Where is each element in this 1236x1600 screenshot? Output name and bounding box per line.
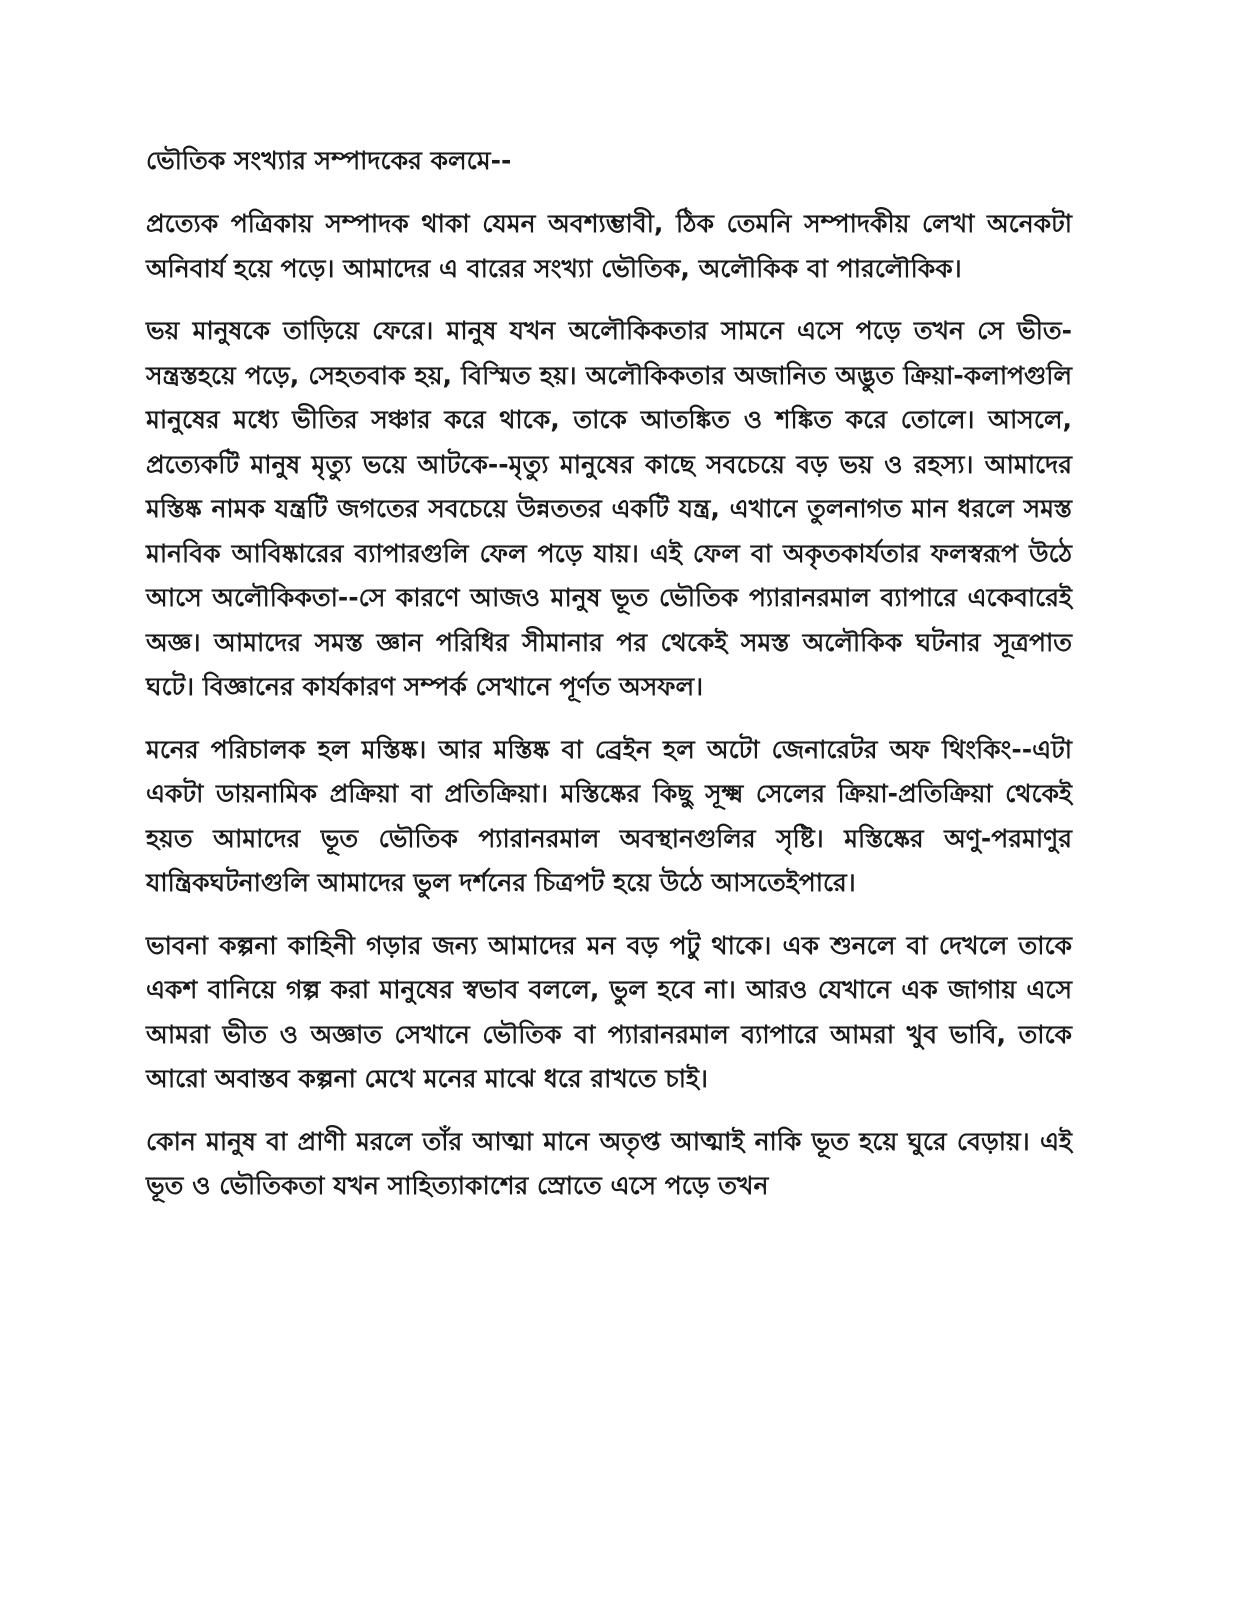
paragraph-brain: মনের পরিচালক হল মস্তিষ্ক। আর মস্তিষ্ক বা ব্রেইন হল অটো জেনারেটর অফ থিংকিং--এটা একটা ডায়নামিক প্রক্রিয়া বা প্রতিক্রিয়া। মস্তিষ্কের কিছু সূক্ষ্ম সেলের ক্রিয়া-প্রতিক্রিয়া থেকেই হয়ত আমাদের ভূত ভৌতিক প্যারানরমাল অবস্থানগুলির সৃষ্টি। মস্তিষ্কের অণু-পরমাণুর যান্ত্রিকঘটনাগুলি আমাদের ভুল দর্শনের চিত্রপট হয়ে উঠে আসতেইপারে। — [146, 734, 1072, 897]
document-page — [146, 138, 1072, 1227]
paragraph-soul: কোন মানুষ বা প্রাণী মরলে তাঁর আত্মা মানে অতৃপ্ত আত্মাই নাকি ভূত হয়ে ঘুরে বেড়ায়। এই ভূত ও ভৌতিকতা যখন সাহিত্যাকাশের স্রোতে এসে পড়ে তখন — [146, 1126, 1072, 1200]
paragraph-imagination: ভাবনা কল্পনা কাহিনী গড়ার জন্য আমাদের মন বড় পটু থাকে। এক শুনলে বা দেখলে তাকে একশ বানিয়ে গল্প করা মানুষের স্বভাব বললে, ভুল হবে না। আরও যেখানে এক জাগায় এসে আমরা ভীত ও অজ্ঞাত সেখানে ভৌতিক বা প্যারানরমাল ব্যাপারে আমরা খুব ভাবি, তাকে আরো অবাস্তব কল্পনা মেখে মনের মাঝে ধরে রাখতে চাই। — [146, 930, 1072, 1093]
paragraph-intro: প্রত্যেক পত্রিকায় সম্পাদক থাকা যেমন অবশ্যম্ভাবী, ঠিক তেমনি সম্পাদকীয় লেখা অনেকটা অনিবার্য হয়ে পড়ে। আমাদের এ বারের সংখ্যা ভৌতিক, অলৌকিক বা পারলৌকিক। — [146, 209, 1072, 283]
editorial-heading: ভৌতিক সংখ্যার সম্পাদকের কলমে-- — [146, 146, 512, 175]
paragraph-fear: ভয় মানুষকে তাড়িয়ে ফেরে। মানুষ যখন অলৌকিকতার সামনে এসে পড়ে তখন সে ভীত-সন্ত্রস্তহয়ে পড়ে, সেহতবাক হয়, বিস্মিত হয়। অলৌকিকতার অজানিত অদ্ভুত ক্রিয়া-কলাপগুলি মানুষের মধ্যে ভীতির সঞ্চার করে থাকে, তাকে আতঙ্কিত ও শঙ্কিত করে তোলে। আসলে, প্রত্যেকটি মানুষ মৃত্যু ভয়ে আটকে--মৃত্যু মানুষের কাছে সবচেয়ে বড় ভয় ও রহস্য। আমাদের মস্তিষ্ক নামক যন্ত্রটি জগতের সবচেয়ে উন্নততর একটি যন্ত্র, এখানে তুলনাগত মান ধরলে সমস্ত মানবিক আবিষ্কারের ব্যাপারগুলি ফেল পড়ে যায়। এই ফেল বা অকৃতকার্যতার ফলস্বরূপ উঠে আসে অলৌকিকতা--সে কারণে আজও মানুষ ভূত ভৌতিক প্যারানরমাল ব্যাপারে একেবারেই অজ্ঞ। আমাদের সমস্ত জ্ঞান পরিধির সীমানার পর থেকেই সমস্ত অলৌকিক ঘটনার সূত্রপাত ঘটে। বিজ্ঞানের কার্যকারণ সম্পর্ক সেখানে পূর্ণত অসফল। — [146, 316, 1072, 701]
